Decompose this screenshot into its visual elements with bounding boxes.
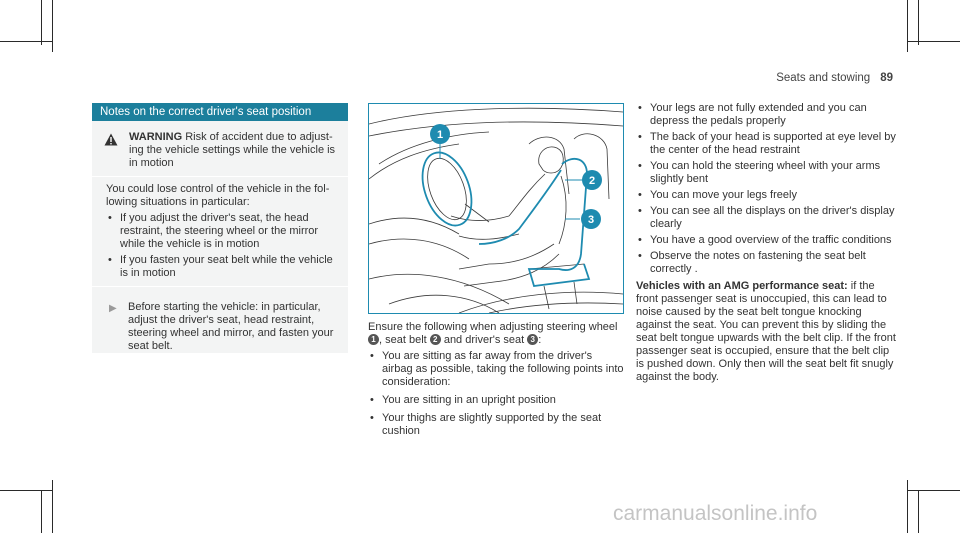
adjustment-column <box>368 321 624 441</box>
warning-block <box>92 121 348 170</box>
callout-ref-3: 3 <box>527 334 538 345</box>
callout-ref-1: 1 <box>368 334 379 345</box>
divider <box>92 176 348 177</box>
crop-mark <box>918 0 919 45</box>
warning-title: WARNING <box>129 131 183 143</box>
list-item: • You have a good overview of the traffic conditions <box>636 234 898 247</box>
list-item: • If you fasten your seat belt while the vehicle is in motion <box>106 254 340 280</box>
list-item: • You can move your legs freely <box>636 189 898 202</box>
list-item: • You can see all the displays on the driver's display clearly <box>636 205 898 231</box>
warning-text: Risk of accident due to adjusting the vehicle settings while the vehicle is in motion <box>129 131 336 169</box>
callout-label: 3 <box>587 214 595 226</box>
list-item: • Observe the notes on fastening the seat belt correctly . <box>636 250 898 276</box>
callout-1 <box>430 124 450 144</box>
crop-mark <box>0 41 52 42</box>
crop-mark <box>0 490 52 491</box>
arrow-right-icon: ▶ <box>109 303 117 314</box>
crop-mark <box>918 490 919 533</box>
page-number: 89 <box>880 72 893 84</box>
list-item: • You are sitting in an upright position <box>368 394 624 407</box>
warning-list <box>106 212 340 280</box>
list-item: • If you adjust the driver's seat, the head restraint, the steering wheel or the mirror while the vehicle is in motion <box>106 212 340 251</box>
crop-mark <box>907 0 908 52</box>
crop-mark <box>52 0 53 52</box>
notes-column <box>92 103 348 353</box>
list-item: • Your legs are not fully extended and you can depress the pedals properly <box>636 102 898 128</box>
amg-title: Vehicles with an AMG performance seat: <box>636 280 848 292</box>
divider <box>92 286 348 287</box>
seat-position-diagram <box>369 104 623 313</box>
callout-label: 1 <box>436 129 444 141</box>
warning-triangle-icon <box>104 133 118 146</box>
adjustment-list <box>368 350 624 438</box>
amg-text: if the front passenger seat is unoccupied, this can lead to noise caused by the seat belt tongue knocking against the seat. You can prevent this by sliding the seat belt tongue upwards with the belt clip. If the front passenger seat is occupied, ensure that the belt clip is pushed down. Only then will the seat belt fit snugly against the body. <box>636 280 896 383</box>
page-header <box>776 72 893 84</box>
crop-mark <box>907 480 908 533</box>
requirements-list <box>636 102 898 276</box>
list-item: • You can hold the steering wheel with your arms slightly bent <box>636 160 898 186</box>
crop-mark <box>907 490 960 491</box>
notes-box <box>92 103 348 353</box>
note-text: Before starting the vehicle: in particular, adjust the driver's seat, head restraint, steering wheel and mirror, and fasten your seat belt. <box>128 301 334 352</box>
callout-ref-2: 2 <box>430 334 441 345</box>
list-item: • The back of your head is supported at eye level by the center of the head restraint <box>636 131 898 157</box>
section-title: Seats and stowing <box>776 72 871 84</box>
driver-seat-illustration <box>368 103 624 314</box>
callout-3 <box>581 209 601 229</box>
crop-mark <box>52 480 53 533</box>
callout-2 <box>582 170 602 190</box>
crop-mark <box>41 0 42 45</box>
amg-paragraph <box>636 280 898 384</box>
list-item: • You are sitting as far away from the driver's airbag as possible, taking the following points into consideration: <box>368 350 624 389</box>
crop-mark <box>41 490 42 533</box>
note-block <box>92 301 348 353</box>
list-item: • Your thighs are slightly supported by the seat cushion <box>368 412 624 438</box>
adjustment-intro: Ensure the following when adjusting steering wheel 1 , seat belt 2 and driver's seat 3 : <box>368 321 618 346</box>
notes-intro: You could lose control of the vehicle in the following situations in particular: <box>106 183 330 208</box>
requirements-column <box>636 102 898 384</box>
callout-label: 2 <box>588 175 596 187</box>
crop-mark <box>907 41 960 42</box>
notes-title: Notes on the correct driver's seat position <box>92 103 348 121</box>
watermark: carmanualsonline.info <box>613 502 818 525</box>
